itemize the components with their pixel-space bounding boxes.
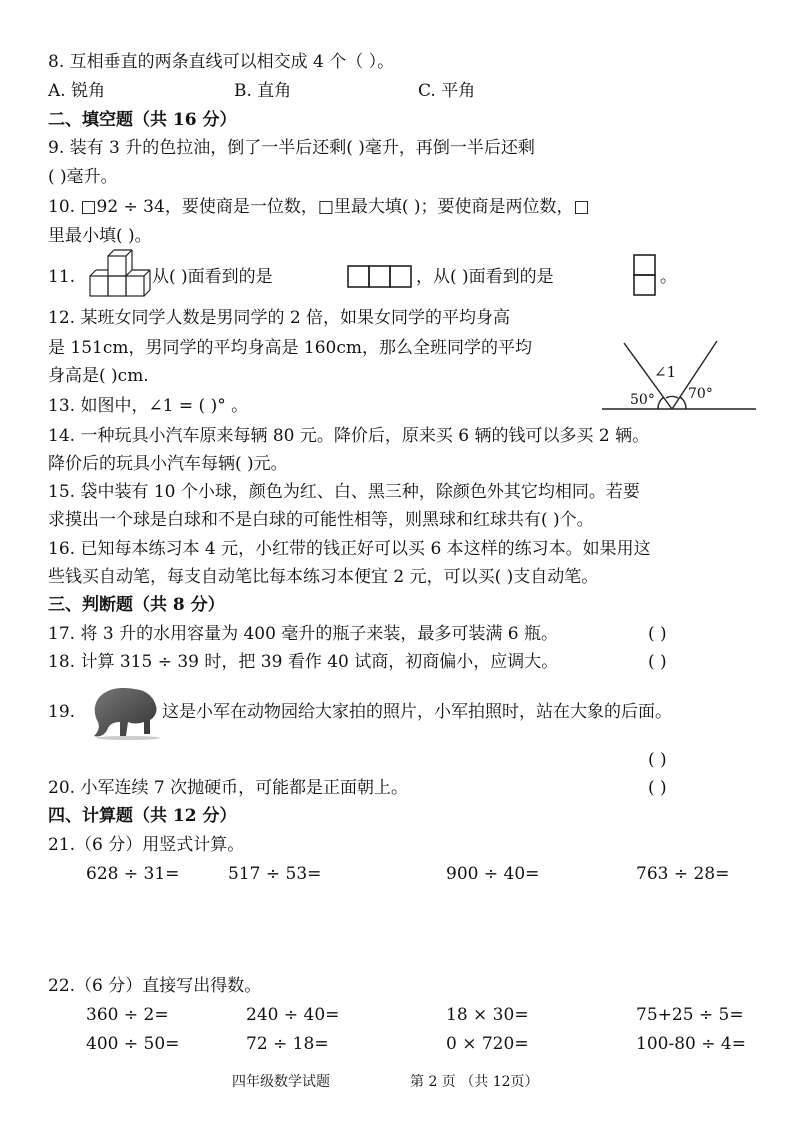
q11-end: 。 [660,267,677,287]
q16-line2: 些钱买自动笔，每支自动笔比每本练习本便宜 2 元，可以买( )支自动笔。 [48,567,599,587]
q19-text: 这是小军在动物园给大家拍的照片，小军拍照时，站在大象的后面。 [162,702,672,722]
q8-option-a: A. 锐角 [48,81,106,101]
q20-text: 20. 小军连续 7 次抛硬币，可能都是正面朝上。 [48,778,409,798]
q9-line1: 9. 装有 3 升的色拉油，倒了一半后还剩( )毫升，再倒一半后还剩 [48,138,535,158]
q12-line1: 12. 某班女同学人数是男同学的 2 倍，如果女同学的平均身高 [48,308,511,328]
q10-line1: 10. □92 ÷ 34，要使商是一位数，□里最大填( )；要使商是两位数，□ [48,197,590,217]
q17-answer-paren: ( ) [648,624,667,644]
q19-num: 19. [48,702,76,722]
cube-stack-figure [88,248,152,300]
angle-label-70: 70° [688,386,713,402]
q8-stem: 8. 互相垂直的两条直线可以相交成 4 个（ ）。 [48,52,395,72]
q21-item-2: 517 ÷ 53= [228,864,322,884]
section-calc-title: 四、计算题（共 12 分） [48,806,237,826]
q21-item-4: 763 ÷ 28= [636,864,730,884]
footer-subject: 四年级数学试题 [232,1074,330,1090]
angle-figure [600,336,760,416]
footer-page-number: 第 2 页 （共 12页） [410,1074,539,1090]
view-two-squares [632,253,658,299]
q12-line2: 是 151cm，男同学的平均身高是 160cm，那么全班同学的平均 [48,338,532,358]
q21-title: 21.（6 分）用竖式计算。 [48,835,245,855]
q8-option-b: B. 直角 [234,81,292,101]
q21-item-3: 900 ÷ 40= [446,864,540,884]
q22-r1-item-3: 18 × 30= [446,1005,529,1025]
elephant-photo [88,682,162,740]
q22-title: 22.（6 分）直接写出得数。 [48,976,262,996]
q11-num: 11. [48,267,76,287]
q13-text: 13. 如图中，∠1 = ( )° 。 [48,396,249,416]
q14-line1: 14. 一种玩具小汽车原来每辆 80 元。降价后，原来买 6 辆的钱可以多买 2 辆。 [48,426,650,446]
view-three-squares [347,264,415,290]
section-judge-title: 三、判断题（共 8 分） [48,595,225,615]
q15-line2: 求摸出一个球是白球和不是白球的可能性相等，则黑球和红球共有( )个。 [48,510,594,530]
angle-label-1: ∠1 [654,363,677,381]
q16-line1: 16. 已知每本练习本 4 元，小红带的钱正好可以买 6 本这样的练习本。如果用这 [48,539,651,559]
q22-r2-item-1: 400 ÷ 50= [86,1034,180,1054]
q14-line2: 降价后的玩具小汽车每辆( )元。 [48,454,288,474]
q11-from-1: 从( )面看到的是 [152,267,273,287]
q22-r2-item-2: 72 ÷ 18= [246,1034,329,1054]
section-fill-title: 二、填空题（共 16 分） [48,110,237,130]
q8-option-c: C. 平角 [418,81,476,101]
q20-answer-paren: ( ) [648,778,667,798]
q10-line2: 里最小填( )。 [48,226,152,246]
angle-label-50: 50° [630,392,655,408]
q22-r1-item-2: 240 ÷ 40= [246,1005,340,1025]
q9-line2: ( )毫升。 [48,167,118,187]
q22-r1-item-4: 75+25 ÷ 5= [636,1005,744,1025]
q21-item-1: 628 ÷ 31= [86,864,180,884]
q11-from-2: ，从( )面看到的是 [416,267,554,287]
q17-text: 17. 将 3 升的水用容量为 400 毫升的瓶子来装，最多可装满 6 瓶。 [48,624,558,644]
q22-r1-item-1: 360 ÷ 2= [86,1005,169,1025]
q15-line1: 15. 袋中装有 10 个小球，颜色为红、白、黑三种，除颜色外其它均相同。若要 [48,482,640,502]
q12-line3: 身高是( )cm. [48,366,149,386]
q19-answer-paren: ( ) [648,750,667,770]
q22-r2-item-4: 100-80 ÷ 4= [636,1034,746,1054]
q18-answer-paren: ( ) [648,652,667,672]
q18-text: 18. 计算 315 ÷ 39 时，把 39 看作 40 试商，初商偏小，应调大。 [48,652,559,672]
q22-r2-item-3: 0 × 720= [446,1034,529,1054]
